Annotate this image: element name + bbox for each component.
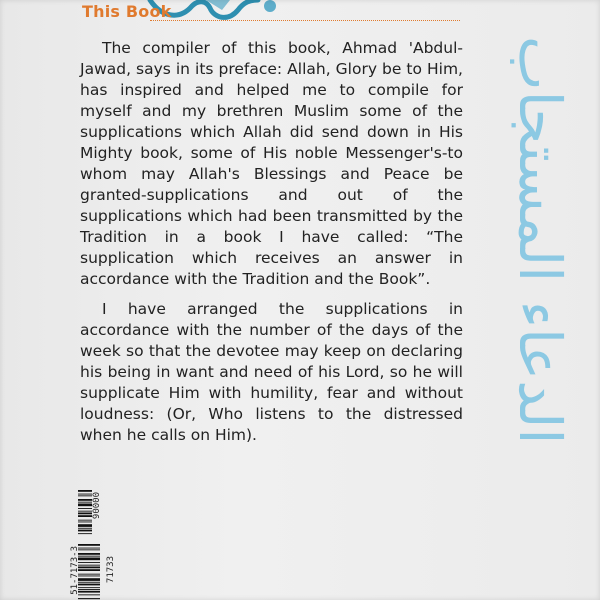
barcode-bar (78, 556, 100, 557)
barcode-bar (78, 567, 100, 569)
barcode-bar (78, 522, 92, 523)
barcode-bar (78, 591, 100, 593)
section-heading: This Book (82, 2, 172, 21)
barcode-bar (78, 587, 100, 588)
barcode-bar (78, 524, 92, 527)
barcode-bar (78, 589, 100, 590)
barcode-bar (78, 562, 100, 563)
barcode-main-number: 71733 (106, 556, 116, 584)
paragraph-1: The compiler of this book, Ahmad 'Abdul-Jawad, says in its preface: Allah, Glory be to Him, has inspired and helped me to compile for myself and my brethren Muslim some of the supplications which Allah did send down in His Mighty book, some of His noble Messenger's-to whom may Allah's Blessings and Peace be granted-supplications and out of the supplications which had been transmitted by the Tradition in a book I have called: “The supplication which receives an answer in accordance with the Tradition and the Book”. (80, 39, 463, 288)
barcode-bar (78, 558, 100, 561)
barcode-bar (78, 495, 92, 496)
barcode-bar (78, 511, 92, 512)
barcode-bar (78, 594, 100, 595)
barcode-bar (78, 574, 100, 575)
paragraph-2: I have arranged the supplications in accordance with the number of the days of the week so that the devotee may keep on declaring his being in want and need of his Lord, so he will supplicate Him with humility, fear and without loudness: (Or, Who listens to the distressed when he calls on Him). (80, 300, 463, 444)
barcode-bar (78, 530, 92, 532)
barcode-bar (78, 553, 100, 555)
calligraphy-text: الدعاء المستجاب (506, 35, 574, 445)
barcode-bar (78, 548, 100, 549)
barcode-bar (78, 513, 92, 515)
heading-divider (150, 20, 460, 21)
barcode-bar (78, 576, 100, 577)
barcode-bar (78, 499, 92, 501)
barcode-bar (78, 494, 92, 495)
blurb-text (80, 38, 463, 455)
barcode-bar (78, 504, 92, 507)
barcode-bar (78, 490, 92, 492)
barcode-bar (78, 528, 92, 529)
barcode-isbn-number: 51-7173-3 (70, 546, 80, 595)
barcode-supplement-number: 90000 (92, 492, 102, 520)
barcode-bar (78, 565, 100, 566)
barcode-bar (78, 533, 92, 534)
barcode-bar (78, 582, 100, 583)
barcode-bar (78, 549, 100, 550)
barcode-bar (78, 578, 100, 581)
barcode-bar (78, 598, 100, 599)
barcode-bar (78, 544, 100, 546)
arabic-calligraphy-title (482, 20, 592, 460)
barcode-bar (78, 508, 92, 509)
barcode-bar (78, 584, 100, 586)
barcode-bar (78, 569, 100, 571)
barcode-bar (78, 520, 92, 521)
barcode-bar (78, 502, 92, 503)
barcode-bar (78, 515, 92, 517)
